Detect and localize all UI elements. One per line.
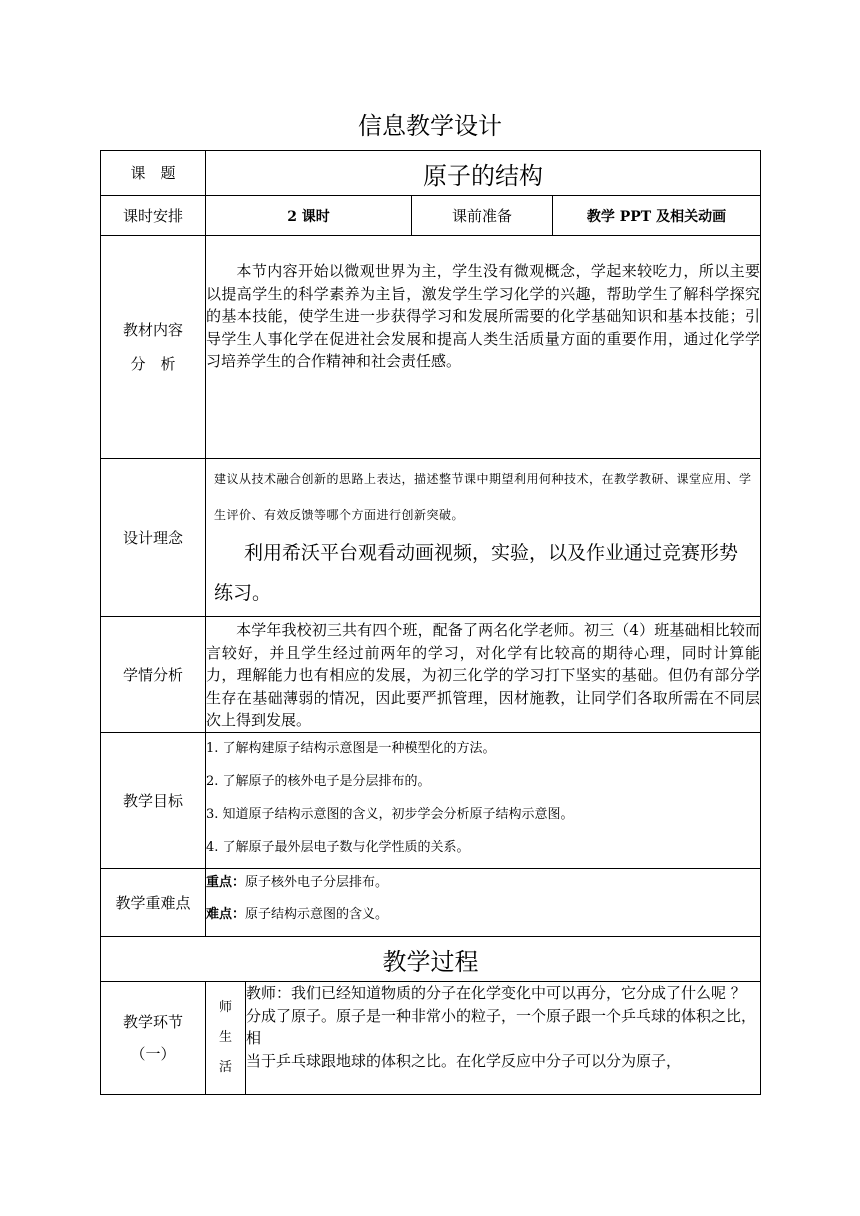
learner-analysis-row [101, 617, 761, 733]
process-heading-row [101, 937, 761, 982]
objective-item: 4. 了解原子最外层电子数与化学性质的关系。 [206, 840, 470, 855]
difficulty-text: 原子结构示意图的含义。 [245, 907, 389, 922]
schedule-row [101, 196, 761, 236]
stage-label-line1: 教学环节 [122, 1013, 183, 1031]
key-points-cell [206, 869, 761, 937]
teacher-student-activity-column [206, 982, 246, 1095]
document-title: 信息教学设计 [358, 112, 502, 140]
process-line: 教师：我们已经知道物质的分子在化学变化中可以再分，它分成了什么呢 ？ [246, 984, 746, 1002]
process-line: 分成了原子。原子是一种非常小的粒子，一个原子跟一个乒乓球的体积之比，相 [246, 1006, 757, 1047]
prep-label: 课前准备 [412, 196, 553, 236]
key-point-text: 原子核外电子分层排布。 [245, 875, 389, 890]
design-concept-label: 设计理念 [101, 459, 206, 617]
process-stage-row [101, 982, 761, 1095]
content-analysis-text: 本节内容开始以微观世界为主，学生没有微观概念，学起来较吃力，所以主要以提高学生的科学素养为主旨，激发学生学习化学的兴趣，帮助学生了解科学探究的基本技能，使学生进一步获得学习和发展所需要的化学基础知识和基本技能；引导学生人事化学在促进社会发展和提高人类生活质量方面的重要作用，通过化学学习培养学生的合作精神和社会责任感。 [206, 262, 760, 370]
lesson-plan-table [100, 150, 761, 1095]
objective-item: 3. 知道原子结构示意图的含义，初步学会分析原子结构示意图。 [206, 807, 574, 822]
topic-label: 课 题 [101, 151, 206, 196]
learner-analysis-cell [206, 617, 761, 733]
schedule-hours: 2 课时 [206, 196, 412, 236]
content-analysis-row [101, 236, 761, 459]
key-point-line [206, 873, 760, 893]
schedule-label: 课时安排 [101, 196, 206, 236]
objective-item: 2. 了解原子的核外电子是分层排布的。 [206, 774, 431, 789]
stage-label-line2: （一） [130, 1045, 176, 1063]
prep-value: 教学 PPT 及相关动画 [553, 196, 761, 236]
design-concept-hint: 建议从技术融合创新的思路上表达，描述整节课中期望利用何种技术，在教学教研、课堂应用、学生评价、有效反馈等哪个方面进行创新突破。 [214, 472, 752, 522]
objectives-row [101, 733, 761, 869]
topic-row [101, 151, 761, 196]
objectives-cell [206, 733, 761, 869]
design-concept-text: 利用希沃平台观看动画视频，实验，以及作业通过竞赛形势练习。 [214, 542, 739, 604]
side-char: 活 [218, 1060, 232, 1075]
stage-label [101, 982, 206, 1095]
objective-item: 1. 了解构建原子结构示意图是一种模型化的方法。 [206, 741, 496, 756]
key-points-row [101, 869, 761, 937]
design-concept-row [101, 459, 761, 617]
process-heading: 教学过程 [101, 937, 761, 982]
learner-analysis-text: 本学年我校初三共有四个班，配备了两名化学老师。初三（4）班基础相比较而言较好，并且学生经过前两年的学习，对化学有比较高的期待心理，同时计算能力，理解能力也有相应的发展，为初三化学的学习打下坚实的基础。但仍有部分学生存在基础薄弱的情况，因此要严抓管理，因材施教，让同学们各取所需在不同层次上得到发展。 [206, 621, 760, 729]
topic-value: 原子的结构 [206, 151, 761, 196]
design-concept-cell [206, 459, 761, 617]
content-analysis-label-line1: 教材内容 [122, 321, 183, 339]
difficulty-label: 难点： [206, 907, 246, 922]
content-analysis-label-line2: 分 析 [130, 355, 176, 373]
key-points-label: 教学重难点 [101, 869, 206, 937]
key-point-label: 重点： [206, 875, 246, 890]
content-analysis-cell [206, 236, 761, 459]
side-char: 师 [218, 1000, 232, 1015]
content-analysis-label [101, 236, 206, 459]
process-line: 当于乒乓球跟地球的体积之比。在化学反应中分子可以分为原子， [246, 1051, 682, 1070]
side-char: 生 [218, 1030, 232, 1045]
process-content [246, 982, 761, 1095]
objectives-label: 教学目标 [101, 733, 206, 869]
learner-analysis-label: 学情分析 [101, 617, 206, 733]
difficulty-line [206, 905, 760, 925]
design-concept-text-wrap [206, 533, 760, 613]
